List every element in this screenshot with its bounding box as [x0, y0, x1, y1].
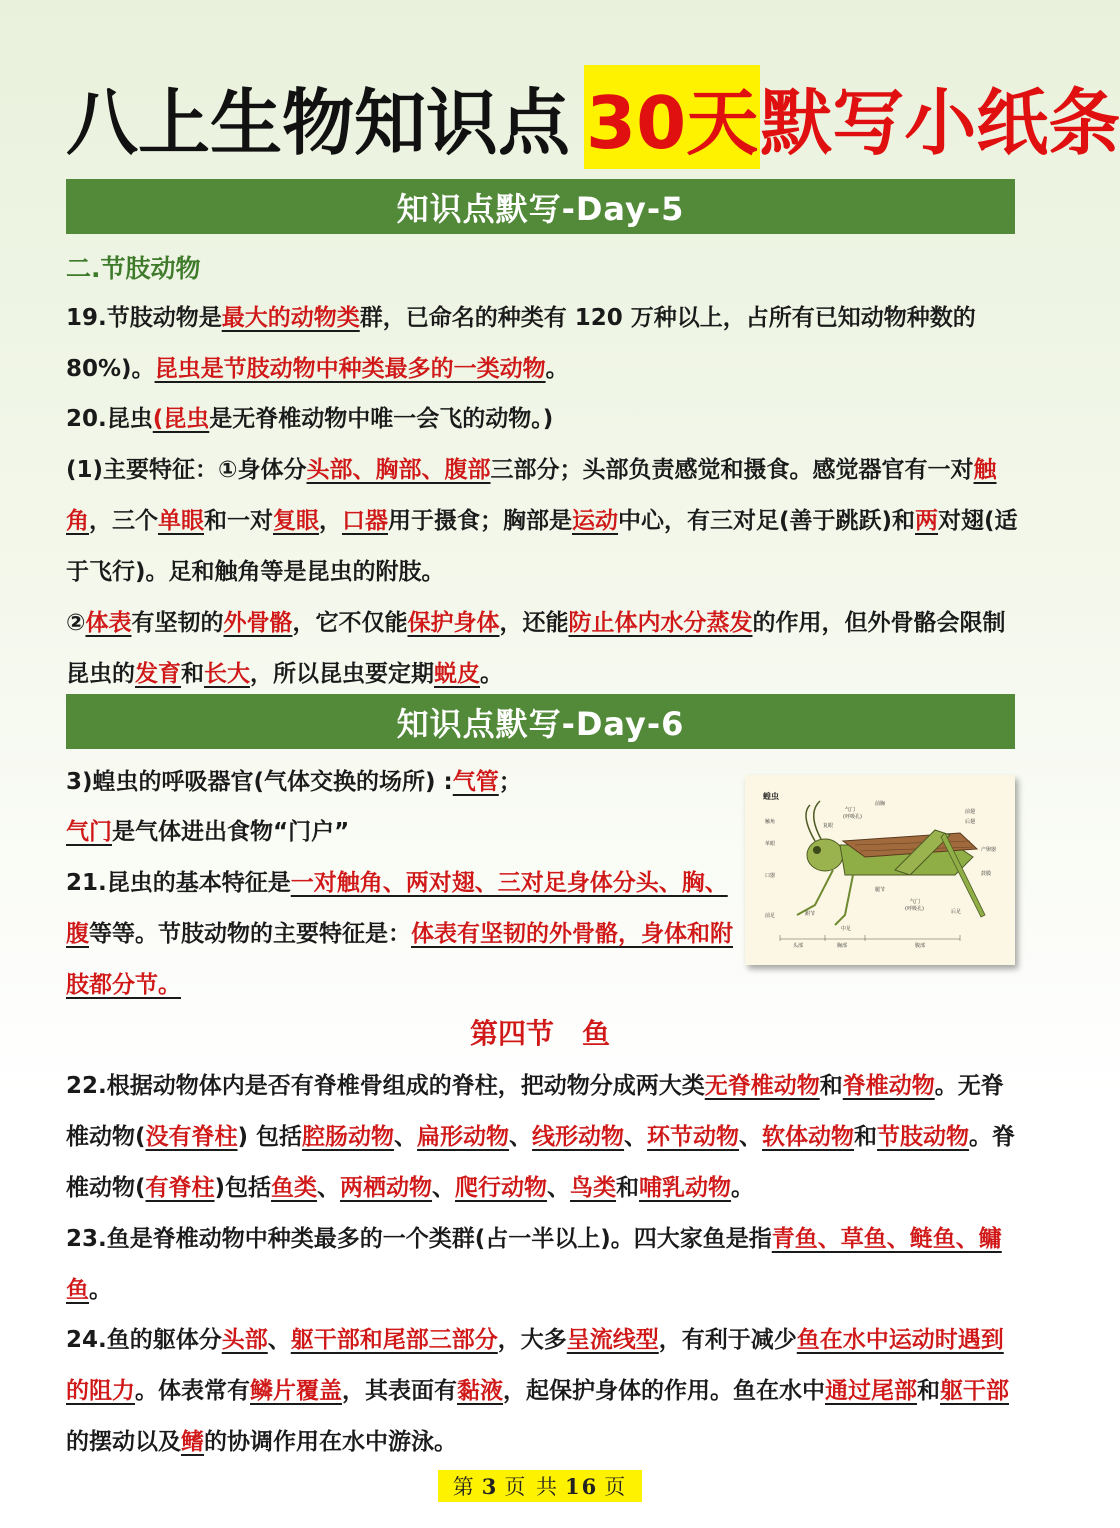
svg-text:后足: 后足: [951, 909, 962, 915]
svg-text:中足: 中足: [841, 926, 852, 932]
title-highlight: 30天: [584, 65, 760, 169]
paragraph-20-2: ②体表有坚韧的外骨骼，它不仅能保护身体，还能防止体内水分蒸发的作用，但外骨骼会限制昆虫的发育和长大，所以昆虫要定期蜕皮。: [66, 610, 1006, 687]
paragraph-20-1: (1)主要特征：①身体分头部、胸部、腹部三部分；头部负责感觉和摄食。感觉器官有一对触角，三个单眼和一对复眼，口器用于摄食；胸部是运动中心，有三对足(善于跳跃)和两对翅(适于飞行)。足和触角等是昆虫的附肢。: [66, 457, 1018, 585]
svg-text:触角: 触角: [765, 819, 776, 825]
paragraph-23: 23.鱼是脊椎动物中种类最多的一个类群(占一半以上)。四大家鱼是指青鱼、草鱼、鲢鱼、鳙鱼。: [66, 1226, 1002, 1303]
page-total: 16: [565, 1473, 599, 1499]
paragraph-20: 20.昆虫(昆虫是无脊椎动物中唯一会飞的动物。): [66, 406, 554, 432]
svg-text:(呼吸孔): (呼吸孔): [905, 906, 924, 912]
svg-text:前胸: 前胸: [875, 801, 886, 807]
paragraph-22: 22.根据动物体内是否有脊椎骨组成的脊柱，把动物分成两大类无脊椎动物和脊椎动物。无脊椎动物(没有脊柱) 包括腔肠动物、扁形动物、线形动物、环节动物、软体动物和节肢动物。脊椎动物(有脊柱)包括鱼类、两栖动物、爬行动物、鸟类和哺乳动物。: [66, 1073, 1016, 1201]
page-title: [66, 58, 1120, 176]
svg-text:单眼: 单眼: [765, 841, 776, 847]
banner-day5: 知识点默写-Day-5: [66, 179, 1015, 234]
paragraph-24: 24.鱼的躯体分头部、躯干部和尾部三部分，大多呈流线型，有利于减少鱼在水中运动时遇到的阻力。体表常有鳞片覆盖，其表面有黏液，起保护身体的作用。鱼在水中通过尾部和躯干部的摆动以及鳍的协调作用在水中游泳。: [66, 1327, 1009, 1455]
paragraph-3b: 气门是气体进出食物“门户”: [66, 819, 350, 845]
paragraph-21: 21.昆虫的基本特征是一对触角、两对翅、三对足身体分头、胸、腹等等。节肢动物的主要特征是：体表有坚韧的外骨骼，身体和附肢都分节。: [66, 870, 733, 998]
paragraph-19: 19.节肢动物是最大的动物类群，已命名的种类有 120 万种以上，占所有已知动物种数的 80%)。昆虫是节肢动物中种类最多的一类动物。: [66, 305, 976, 382]
grasshopper-illustration: [745, 775, 1015, 965]
svg-text:跗节: 跗节: [805, 911, 816, 917]
svg-text:前足: 前足: [765, 913, 776, 919]
svg-text:气门: 气门: [910, 899, 921, 905]
section-heading-arthropod: 二.节肢动物: [66, 254, 201, 283]
svg-text:前翅: 前翅: [965, 809, 976, 815]
svg-text:胸部: 胸部: [837, 943, 848, 949]
banner-day6: 知识点默写-Day-6: [66, 694, 1015, 749]
svg-text:气门: 气门: [845, 807, 856, 813]
svg-text:口器: 口器: [765, 873, 776, 879]
title-part1: 八上生物知识点: [66, 81, 571, 165]
svg-text:头部: 头部: [793, 943, 804, 949]
paragraph-3: 3)蝗虫的呼吸器官(气体交换的场所) :气管；: [66, 769, 522, 795]
title-part3: 默写小纸条: [760, 81, 1120, 165]
grasshopper-diagram: [745, 775, 1015, 965]
page-number: 3: [481, 1473, 499, 1499]
svg-text:腹部: 腹部: [915, 943, 926, 949]
svg-text:(呼吸孔): (呼吸孔): [843, 814, 862, 820]
page-footer: 第 3 页 共 16 页: [438, 1470, 642, 1502]
svg-text:鼓膜: 鼓膜: [981, 871, 992, 877]
svg-text:产卵器: 产卵器: [981, 847, 997, 853]
svg-text:后翅: 后翅: [965, 819, 976, 825]
section-heading-fish: 第四节 鱼: [469, 1017, 610, 1050]
svg-text:腿节: 腿节: [875, 887, 886, 893]
svg-text:复眼: 复眼: [823, 823, 834, 829]
svg-text:蝗虫: 蝗虫: [763, 792, 779, 801]
